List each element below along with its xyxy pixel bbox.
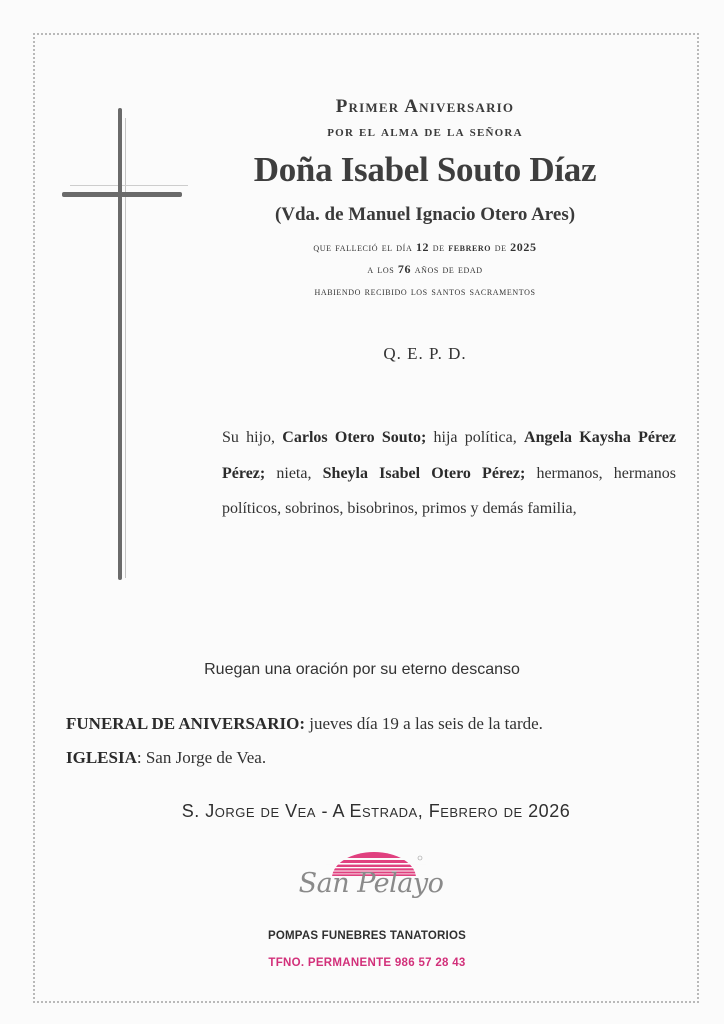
prayer-request: Ruegan una oración por su eterno descanso xyxy=(204,661,520,678)
daughter-in-law-name: Angela Kaysha Pérez Pérez; xyxy=(222,429,676,482)
phone-number: TFNO. PERMANENTE 986 57 28 43 xyxy=(268,957,466,969)
deceased-name: Doña Isabel Souto Díaz xyxy=(253,150,597,189)
granddaughter-name: Sheyla Isabel Otero Pérez; xyxy=(322,464,526,482)
anniversary-title: Primer Aniversario xyxy=(335,96,515,117)
place-date: S. Jorge de Vea - A Estrada, Febrero de 2026 xyxy=(181,801,571,821)
qepd: Q. E. P. D. xyxy=(383,344,467,363)
family-paragraph: Su hijo, Carlos Otero Souto; hija política, Angela Kaysha Pérez Pérez; nieta, Sheyla Isabel Otero Pérez; hermanos, hermanos políticos, sobrinos, bisobrinos, primos y demás familia, xyxy=(222,429,677,517)
son-name: Carlos Otero Souto; xyxy=(282,429,427,446)
subtitle: por el alma de la señora xyxy=(327,124,523,140)
company-name: POMPAS FUNEBRES TANATORIOS xyxy=(268,930,466,942)
widow-of: (Vda. de Manuel Ignacio Otero Ares) xyxy=(274,204,576,225)
sacraments-line: habiendo recibido los santos sacramentos xyxy=(314,284,536,298)
church-info: IGLESIA: San Jorge de Vea. xyxy=(66,748,267,767)
age-line: a los 76 años de edad xyxy=(367,262,483,276)
death-date-line: que falleció el día 12 de febrero de 2025 xyxy=(313,240,537,254)
funeral-info: FUNERAL DE ANIVERSARIO: jueves día 19 a las seis de la tarde. xyxy=(66,714,543,733)
logo-text: San Pelayo xyxy=(298,868,444,899)
